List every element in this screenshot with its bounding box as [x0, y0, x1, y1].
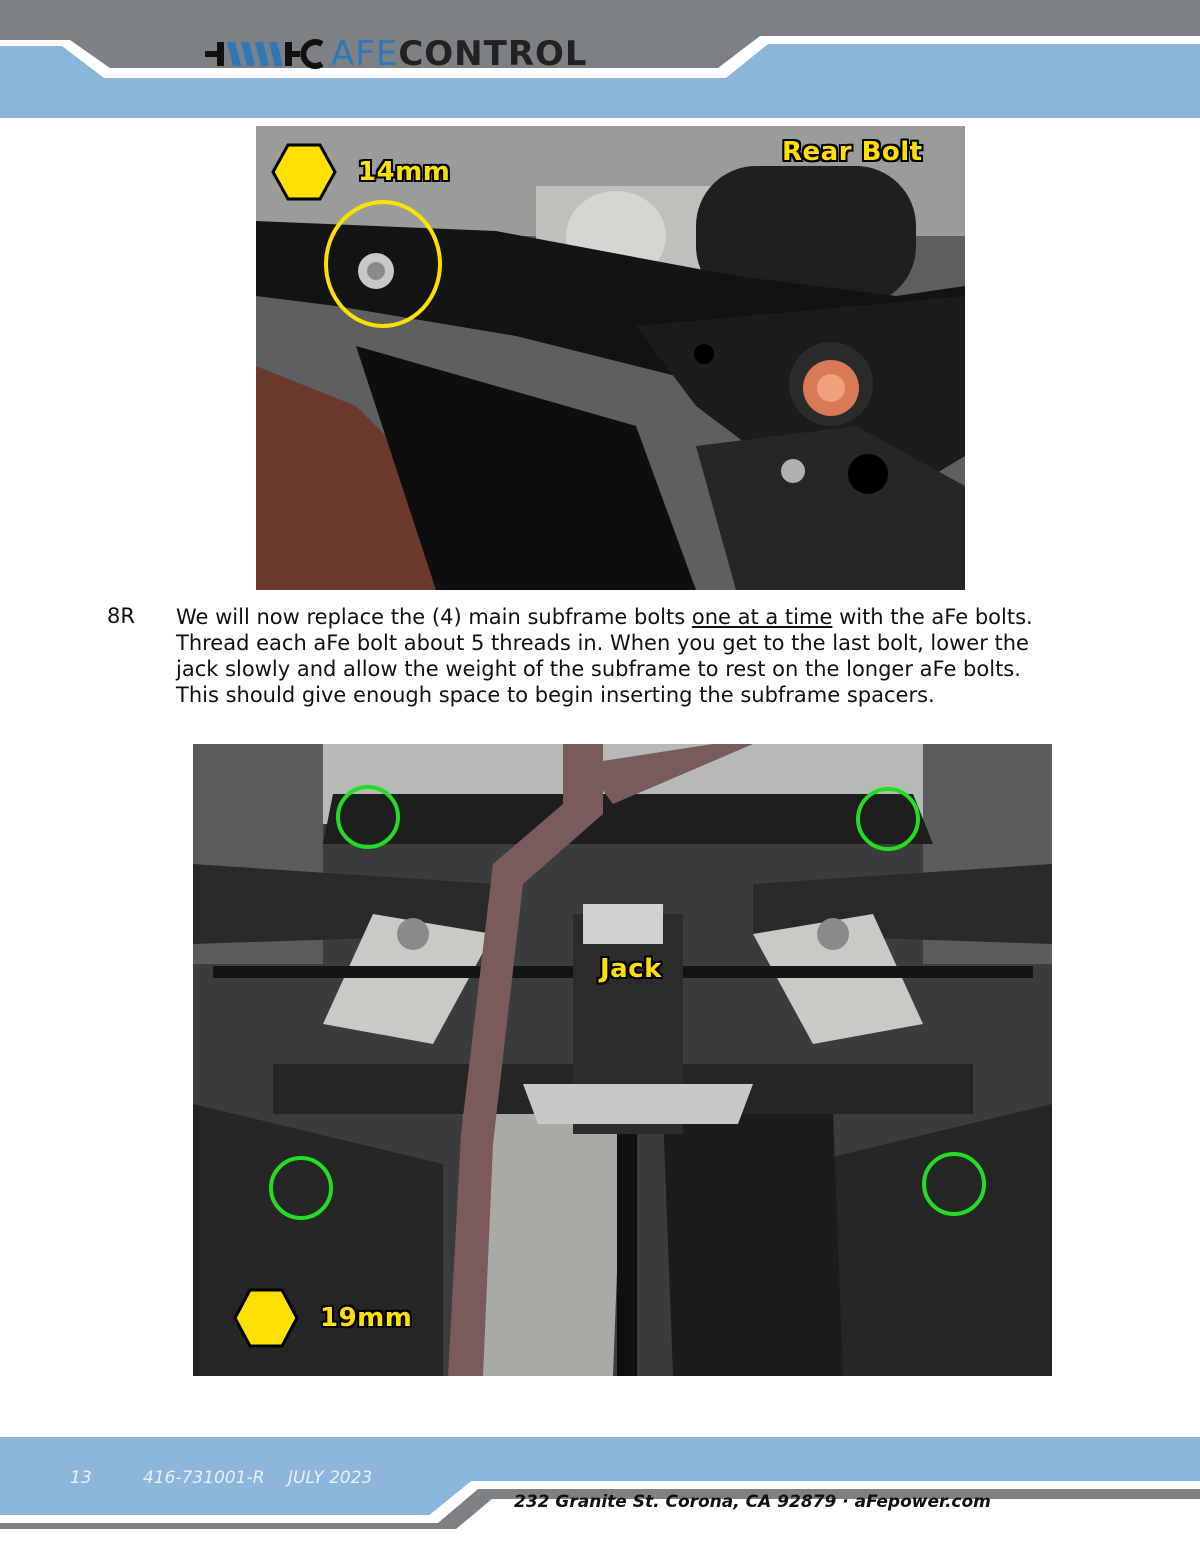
hex-nut-icon: [233, 1288, 299, 1348]
step-line-1-start: We will now replace the (4) main subframe bolts: [176, 605, 692, 629]
step-line-1: [176, 604, 1106, 630]
rear-bolt-label: Rear Bolt: [782, 137, 923, 167]
logo-prefix: AFE: [331, 34, 399, 74]
footer-address: 232 Granite St. Corona, CA 92879 · aFepower.com: [514, 1492, 991, 1512]
photo-rear-bolt: [256, 126, 965, 590]
subframe-photo-illustration: [193, 744, 1052, 1376]
bolt-highlight-circle: [322, 198, 444, 330]
hex-size-label: 14mm: [358, 157, 451, 187]
bolt-highlight-circle: [335, 784, 401, 850]
rear-bolt-photo-illustration: [256, 126, 965, 590]
afe-control-logo-mark-icon: [205, 36, 323, 72]
step-number: 8R: [107, 604, 135, 628]
logo-suffix: CONTROL: [398, 34, 588, 74]
step-line-4: This should give enough space to begin inserting the subframe spacers.: [176, 683, 935, 707]
bolt-highlight-circle: [921, 1151, 987, 1217]
bolt-highlight-circle: [855, 786, 921, 852]
step-instructions: [176, 604, 1106, 708]
step-line-2: Thread each aFe bolt about 5 threads in. When you get to the last bolt, lower the: [176, 631, 1029, 655]
footer-page-number: 13: [70, 1468, 92, 1488]
footer-date: JULY 2023: [288, 1468, 373, 1488]
hex-nut-icon: [271, 143, 337, 201]
logo-wordmark: [331, 34, 588, 74]
photo-subframe-underside: [193, 744, 1052, 1376]
header-band: [0, 0, 1200, 118]
hex-size-label: 19mm: [320, 1303, 413, 1333]
step-line-3: jack slowly and allow the weight of the subframe to rest on the longer aFe bolts.: [176, 657, 1021, 681]
step-line-1-end: with the aFe bolts.: [832, 605, 1033, 629]
bolt-highlight-circle: [268, 1155, 334, 1221]
footer-part-number: 416-731001-R: [143, 1468, 265, 1488]
jack-label: Jack: [600, 954, 662, 984]
step-emphasis: one at a time: [691, 605, 833, 629]
afe-control-logo: [205, 34, 588, 74]
